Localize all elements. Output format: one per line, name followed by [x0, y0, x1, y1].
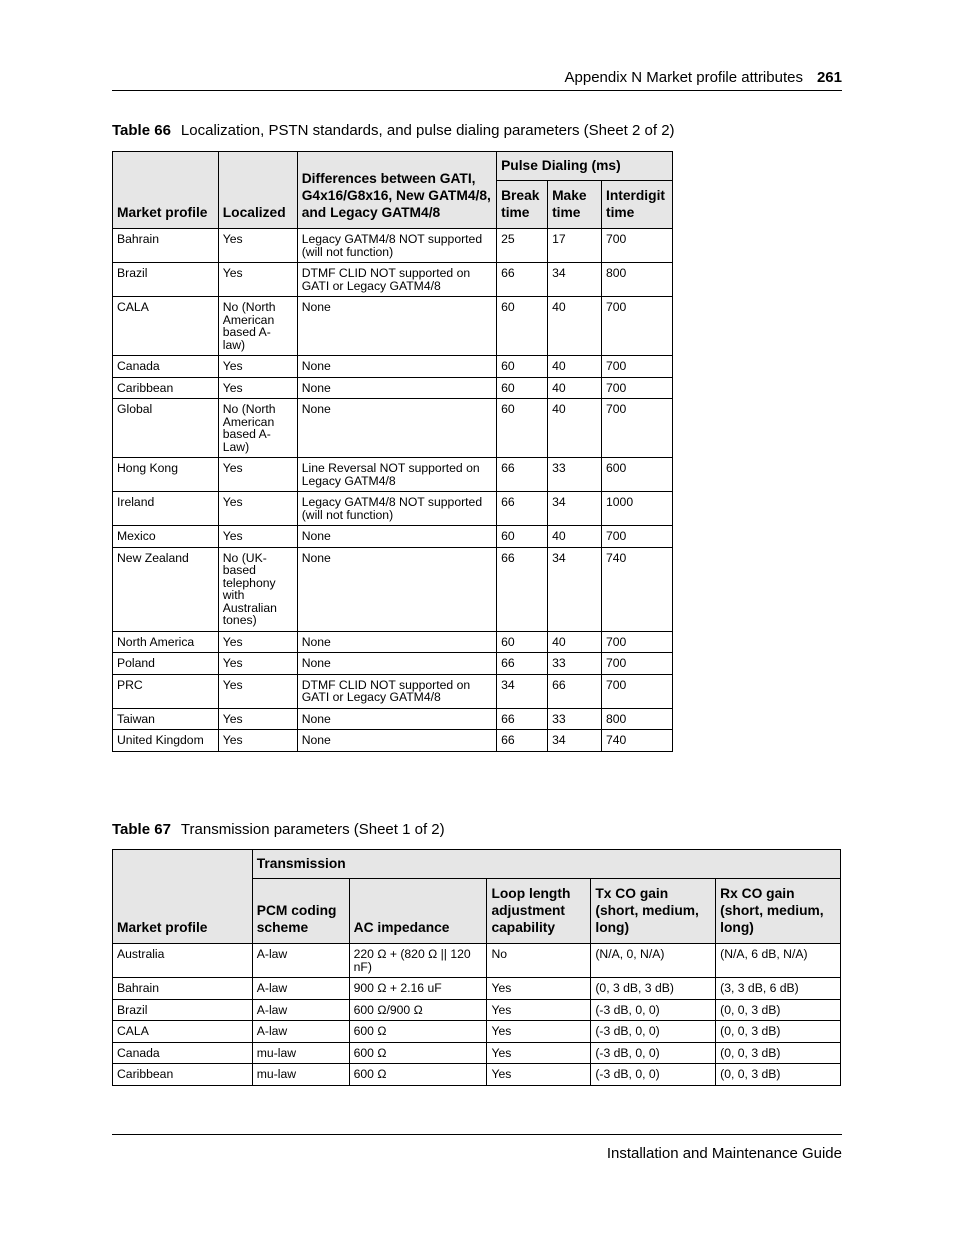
cell: A-law — [252, 999, 349, 1021]
cell: No — [487, 944, 591, 978]
cell: Yes — [218, 526, 297, 548]
cell: DTMF CLID NOT supported on GATI or Legacy GATM4/8 — [297, 674, 496, 708]
table-row — [113, 708, 673, 730]
cell: None — [297, 526, 496, 548]
col-header-market-profile: Market profile — [113, 850, 253, 944]
header-text — [565, 69, 842, 86]
table66-body — [113, 229, 673, 752]
table-row — [113, 674, 673, 708]
cell: Hong Kong — [113, 458, 219, 492]
header-section: Appendix N Market profile attributes — [564, 69, 803, 86]
cell: Yes — [487, 1021, 591, 1043]
cell: 66 — [497, 547, 548, 631]
cell: Yes — [487, 999, 591, 1021]
cell: No (North American based A-Law) — [218, 399, 297, 458]
cell: North America — [113, 631, 219, 653]
cell: Yes — [218, 730, 297, 752]
col-header-tx-gain: Tx CO gain (short, medium, long) — [591, 879, 716, 944]
cell: Yes — [218, 356, 297, 378]
cell: 66 — [548, 674, 602, 708]
cell: 66 — [497, 730, 548, 752]
cell: None — [297, 377, 496, 399]
col-header-rx-gain: Rx CO gain (short, medium, long) — [716, 879, 841, 944]
cell: 220 Ω + (820 Ω || 120 nF) — [349, 944, 487, 978]
cell: Ireland — [113, 492, 219, 526]
cell: 900 Ω + 2.16 uF — [349, 978, 487, 1000]
cell: 700 — [601, 631, 672, 653]
cell: Line Reversal NOT supported on Legacy GATM4/8 — [297, 458, 496, 492]
cell: 60 — [497, 297, 548, 356]
col-header-localized: Localized — [218, 152, 297, 229]
cell: (0, 3 dB, 3 dB) — [591, 978, 716, 1000]
page-header — [112, 66, 842, 91]
table-row — [113, 1042, 841, 1064]
table-row — [113, 631, 673, 653]
cell: Bahrain — [113, 978, 253, 1000]
cell: Yes — [218, 377, 297, 399]
cell: (0, 0, 3 dB) — [716, 1021, 841, 1043]
cell: (N/A, 6 dB, N/A) — [716, 944, 841, 978]
cell: A-law — [252, 978, 349, 1000]
table-row — [113, 377, 673, 399]
col-header-pulse-dialing: Pulse Dialing (ms) — [497, 152, 673, 181]
cell: 66 — [497, 263, 548, 297]
table-row — [113, 263, 673, 297]
cell: (-3 dB, 0, 0) — [591, 1064, 716, 1086]
cell: None — [297, 399, 496, 458]
cell: Brazil — [113, 999, 253, 1021]
cell: No (North American based A-law) — [218, 297, 297, 356]
table-row — [113, 297, 673, 356]
cell: Poland — [113, 653, 219, 675]
table-row — [113, 730, 673, 752]
page-footer — [112, 1134, 842, 1162]
cell: 25 — [497, 229, 548, 263]
cell: 40 — [548, 399, 602, 458]
cell: None — [297, 297, 496, 356]
cell: Yes — [218, 653, 297, 675]
cell: 66 — [497, 492, 548, 526]
cell: Yes — [218, 631, 297, 653]
cell: 1000 — [601, 492, 672, 526]
cell: 34 — [548, 492, 602, 526]
cell: Yes — [218, 263, 297, 297]
cell: 600 Ω/900 Ω — [349, 999, 487, 1021]
cell: (0, 0, 3 dB) — [716, 1042, 841, 1064]
table-row — [113, 1021, 841, 1043]
table67-header-row-1 — [113, 850, 841, 879]
cell: 66 — [497, 458, 548, 492]
table-row — [113, 526, 673, 548]
cell: (-3 dB, 0, 0) — [591, 1042, 716, 1064]
cell: 700 — [601, 526, 672, 548]
cell: 40 — [548, 526, 602, 548]
cell: 700 — [601, 399, 672, 458]
cell: 60 — [497, 356, 548, 378]
cell: DTMF CLID NOT supported on GATI or Legacy GATM4/8 — [297, 263, 496, 297]
cell: Bahrain — [113, 229, 219, 263]
col-header-loop-length: Loop length adjustment capability — [487, 879, 591, 944]
table-row — [113, 978, 841, 1000]
cell: 66 — [497, 708, 548, 730]
col-header-market-profile: Market profile — [113, 152, 219, 229]
cell: United Kingdom — [113, 730, 219, 752]
cell: None — [297, 653, 496, 675]
cell: 34 — [548, 547, 602, 631]
cell: 40 — [548, 297, 602, 356]
cell: 34 — [497, 674, 548, 708]
cell: 600 Ω — [349, 1021, 487, 1043]
table-row — [113, 1064, 841, 1086]
cell: Caribbean — [113, 1064, 253, 1086]
cell: Yes — [487, 1042, 591, 1064]
cell: 40 — [548, 631, 602, 653]
page-number: 261 — [816, 69, 842, 86]
col-header-ac-impedance: AC impedance — [349, 879, 487, 944]
cell: Yes — [218, 674, 297, 708]
cell: Yes — [218, 492, 297, 526]
cell: (-3 dB, 0, 0) — [591, 999, 716, 1021]
cell: Legacy GATM4/8 NOT supported (will not function) — [297, 492, 496, 526]
table-row — [113, 492, 673, 526]
cell: 40 — [548, 356, 602, 378]
table-row — [113, 356, 673, 378]
cell: (0, 0, 3 dB) — [716, 1064, 841, 1086]
cell: 33 — [548, 653, 602, 675]
col-header-transmission: Transmission — [252, 850, 840, 879]
cell: (N/A, 0, N/A) — [591, 944, 716, 978]
cell: Caribbean — [113, 377, 219, 399]
footer-text: Installation and Maintenance Guide — [606, 1145, 842, 1162]
cell: PRC — [113, 674, 219, 708]
cell: A-law — [252, 1021, 349, 1043]
cell: 700 — [601, 674, 672, 708]
cell: 33 — [548, 708, 602, 730]
cell: A-law — [252, 944, 349, 978]
cell: Canada — [113, 356, 219, 378]
table67-label: Table 67 — [112, 821, 171, 838]
cell: mu-law — [252, 1042, 349, 1064]
cell: None — [297, 708, 496, 730]
cell: 800 — [601, 708, 672, 730]
cell: 740 — [601, 730, 672, 752]
cell: 700 — [601, 229, 672, 263]
col-header-differences: Differences between GATI, G4x16/G8x16, New GATM4/8, and Legacy GATM4/8 — [297, 152, 496, 229]
cell: 17 — [548, 229, 602, 263]
table-row — [113, 229, 673, 263]
cell: 700 — [601, 653, 672, 675]
cell: (0, 0, 3 dB) — [716, 999, 841, 1021]
cell: New Zealand — [113, 547, 219, 631]
cell: 700 — [601, 297, 672, 356]
cell: 700 — [601, 377, 672, 399]
cell: Yes — [487, 978, 591, 1000]
cell: 600 Ω — [349, 1064, 487, 1086]
table-row — [113, 547, 673, 631]
cell: None — [297, 730, 496, 752]
cell: Yes — [487, 1064, 591, 1086]
col-header-pcm: PCM coding scheme — [252, 879, 349, 944]
cell: 700 — [601, 356, 672, 378]
cell: None — [297, 547, 496, 631]
cell: CALA — [113, 297, 219, 356]
cell: 40 — [548, 377, 602, 399]
cell: CALA — [113, 1021, 253, 1043]
cell: Global — [113, 399, 219, 458]
table-row — [113, 399, 673, 458]
cell: 740 — [601, 547, 672, 631]
cell: 600 Ω — [349, 1042, 487, 1064]
table-row — [113, 458, 673, 492]
cell: Canada — [113, 1042, 253, 1064]
cell: 60 — [497, 377, 548, 399]
cell: 34 — [548, 730, 602, 752]
col-header-interdigit-time: Interdigit time — [601, 181, 672, 229]
cell: Yes — [218, 229, 297, 263]
cell: Australia — [113, 944, 253, 978]
cell: mu-law — [252, 1064, 349, 1086]
table67-caption — [112, 821, 445, 838]
table67-title: Transmission parameters (Sheet 1 of 2) — [180, 821, 445, 838]
cell: No (UK-based telephony with Australian tones) — [218, 547, 297, 631]
table66-title: Localization, PSTN standards, and pulse dialing parameters (Sheet 2 of 2) — [180, 122, 675, 139]
cell: 60 — [497, 631, 548, 653]
cell: None — [297, 356, 496, 378]
cell: 800 — [601, 263, 672, 297]
cell: Mexico — [113, 526, 219, 548]
cell: 600 — [601, 458, 672, 492]
table67 — [112, 849, 841, 1086]
cell: None — [297, 631, 496, 653]
cell: Taiwan — [113, 708, 219, 730]
table66-label: Table 66 — [112, 122, 171, 139]
cell: 60 — [497, 526, 548, 548]
col-header-break-time: Break time — [497, 181, 548, 229]
table66-header-row-1 — [113, 152, 673, 181]
cell: Legacy GATM4/8 NOT supported (will not function) — [297, 229, 496, 263]
cell: Yes — [218, 708, 297, 730]
cell: (-3 dB, 0, 0) — [591, 1021, 716, 1043]
cell: 66 — [497, 653, 548, 675]
cell: (3, 3 dB, 6 dB) — [716, 978, 841, 1000]
cell: 34 — [548, 263, 602, 297]
table67-body — [113, 944, 841, 1086]
table-row — [113, 944, 841, 978]
col-header-make-time: Make time — [548, 181, 602, 229]
table66-caption — [112, 122, 675, 139]
cell: 33 — [548, 458, 602, 492]
table66 — [112, 151, 673, 752]
cell: Brazil — [113, 263, 219, 297]
table-row — [113, 653, 673, 675]
cell: 60 — [497, 399, 548, 458]
table-row — [113, 999, 841, 1021]
cell: Yes — [218, 458, 297, 492]
